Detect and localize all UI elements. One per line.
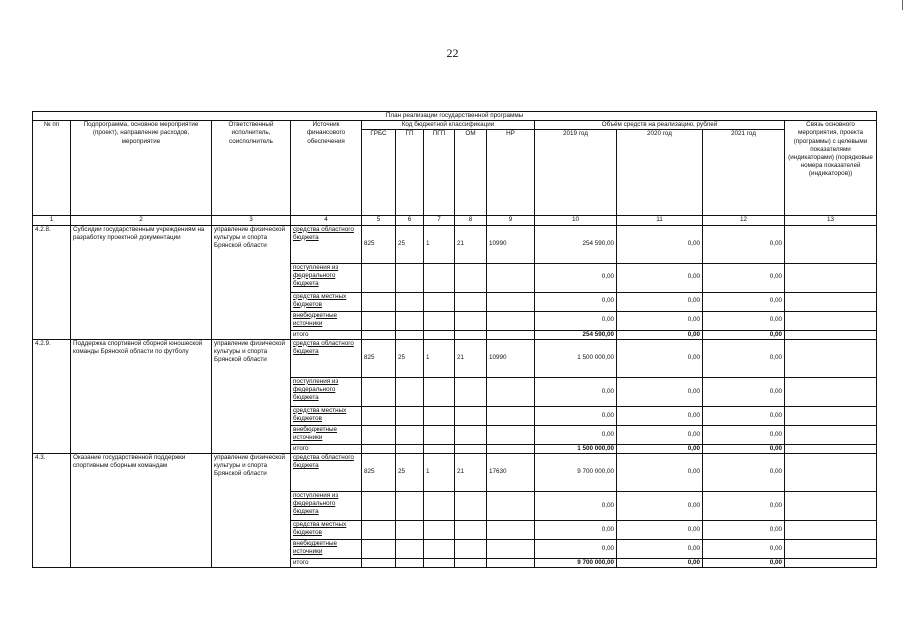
column-number: 1 <box>33 216 71 225</box>
code-empty <box>396 406 424 425</box>
code-empty <box>362 444 396 453</box>
page-number: 22 <box>446 46 459 60</box>
indicator-link <box>785 292 877 311</box>
indicator-link <box>785 377 877 406</box>
value-2019: 1 500 000,00 <box>535 339 617 377</box>
value-2021: 0,00 <box>703 377 785 406</box>
column-number: 2 <box>71 216 212 225</box>
funding-source: внебюджетные источники <box>291 539 362 558</box>
code-empty <box>455 263 487 292</box>
value-2021: 0,00 <box>703 453 785 491</box>
value-2021: 0,00 <box>703 425 785 444</box>
code-empty <box>455 444 487 453</box>
value-2021: 0,00 <box>703 406 785 425</box>
header-2020: 2020 год <box>617 130 703 216</box>
column-number-row <box>33 216 877 225</box>
program-plan-table <box>32 111 877 568</box>
value-2020: 0,00 <box>617 491 703 520</box>
code-empty <box>487 491 535 520</box>
header-2019: 2019 год <box>535 130 617 216</box>
value-2020: 0,00 <box>617 444 703 453</box>
value-2020: 0,00 <box>617 539 703 558</box>
code-empty <box>424 311 455 330</box>
code-empty <box>396 330 424 339</box>
column-number: 4 <box>291 216 362 225</box>
column-number: 7 <box>424 216 455 225</box>
executor: управление физической культуры и спорта Брянской области <box>212 339 291 453</box>
code-nr: 10990 <box>487 339 535 377</box>
code-empty <box>487 377 535 406</box>
code-empty <box>424 539 455 558</box>
code-empty <box>362 406 396 425</box>
column-number: 13 <box>785 216 877 225</box>
value-2020: 0,00 <box>617 377 703 406</box>
row-number: 4.3. <box>33 453 71 567</box>
value-2019: 254 590,00 <box>535 330 617 339</box>
column-number: 8 <box>455 216 487 225</box>
code-empty <box>424 444 455 453</box>
code-empty <box>362 539 396 558</box>
funding-source: итого <box>291 444 362 453</box>
executor: управление физической культуры и спорта Брянской области <box>212 225 291 339</box>
indicator-link <box>785 539 877 558</box>
code-empty <box>487 444 535 453</box>
indicator-link <box>785 491 877 520</box>
value-2021: 0,00 <box>703 491 785 520</box>
code-empty <box>487 263 535 292</box>
code-empty <box>487 330 535 339</box>
value-2021: 0,00 <box>703 225 785 263</box>
code-empty <box>362 377 396 406</box>
value-2020: 0,00 <box>617 406 703 425</box>
code-empty <box>396 520 424 539</box>
value-2019: 9 700 000,00 <box>535 453 617 491</box>
table-title: План реализации государственной программы <box>33 112 877 121</box>
code-empty <box>396 425 424 444</box>
indicator-link <box>785 444 877 453</box>
activity-name: Субсидии государственным учреждениям на разработку проектной документации <box>71 225 212 339</box>
value-2019: 0,00 <box>535 425 617 444</box>
funding-source: средства местных бюджетов <box>291 292 362 311</box>
column-number: 11 <box>617 216 703 225</box>
code-empty <box>455 406 487 425</box>
value-2019: 0,00 <box>535 491 617 520</box>
header-row-1 <box>33 121 877 130</box>
indicator-link <box>785 339 877 377</box>
funding-source: средства областного бюджета <box>291 339 362 377</box>
code-empty <box>424 377 455 406</box>
code-empty <box>455 330 487 339</box>
value-2021: 0,00 <box>703 263 785 292</box>
value-2021: 0,00 <box>703 558 785 567</box>
table-row <box>33 225 877 263</box>
code-empty <box>424 491 455 520</box>
value-2020: 0,00 <box>617 520 703 539</box>
code-gp: 25 <box>396 339 424 377</box>
column-number: 9 <box>487 216 535 225</box>
code-empty <box>455 539 487 558</box>
column-number: 10 <box>535 216 617 225</box>
value-2020: 0,00 <box>617 339 703 377</box>
code-empty <box>362 520 396 539</box>
column-number: 3 <box>212 216 291 225</box>
code-empty <box>362 558 396 567</box>
code-empty <box>396 263 424 292</box>
code-empty <box>424 406 455 425</box>
code-empty <box>455 491 487 520</box>
header-om: ОМ <box>455 130 487 216</box>
code-empty <box>487 558 535 567</box>
code-empty <box>424 520 455 539</box>
code-empty <box>487 539 535 558</box>
code-empty <box>424 330 455 339</box>
row-number: 4.2.8. <box>33 225 71 339</box>
indicator-link <box>785 453 877 491</box>
code-gp: 25 <box>396 225 424 263</box>
code-grbs: 825 <box>362 339 396 377</box>
code-empty <box>396 377 424 406</box>
code-empty <box>424 558 455 567</box>
column-number: 6 <box>396 216 424 225</box>
code-empty <box>455 377 487 406</box>
code-empty <box>396 558 424 567</box>
value-2019: 0,00 <box>535 311 617 330</box>
code-empty <box>362 311 396 330</box>
code-empty <box>487 311 535 330</box>
scan-edge-mark <box>902 0 903 10</box>
code-om: 21 <box>455 453 487 491</box>
value-2021: 0,00 <box>703 444 785 453</box>
indicator-link <box>785 225 877 263</box>
header-link: Связь основного мероприятия, проекта (программы) с целевыми показателями (индикаторами) (порядковые номера показателей (индикаторов)) <box>785 121 877 216</box>
funding-source: внебюджетные источники <box>291 425 362 444</box>
value-2020: 0,00 <box>617 453 703 491</box>
table-row <box>33 339 877 377</box>
code-pgp: 1 <box>424 225 455 263</box>
code-empty <box>487 406 535 425</box>
value-2020: 0,00 <box>617 558 703 567</box>
funding-source: поступления из федерального бюджета <box>291 491 362 520</box>
code-empty <box>362 491 396 520</box>
code-empty <box>396 292 424 311</box>
code-empty <box>487 292 535 311</box>
value-2019: 254 590,00 <box>535 225 617 263</box>
value-2020: 0,00 <box>617 263 703 292</box>
header-2021: 2021 год <box>703 130 785 216</box>
value-2019: 0,00 <box>535 539 617 558</box>
value-2020: 0,00 <box>617 225 703 263</box>
value-2020: 0,00 <box>617 292 703 311</box>
code-empty <box>362 263 396 292</box>
value-2020: 0,00 <box>617 425 703 444</box>
funding-source: средства местных бюджетов <box>291 406 362 425</box>
header-nr: НР <box>487 130 535 216</box>
value-2019: 0,00 <box>535 292 617 311</box>
value-2019: 0,00 <box>535 377 617 406</box>
funding-source: итого <box>291 330 362 339</box>
funding-source: внебюджетные источники <box>291 311 362 330</box>
value-2019: 0,00 <box>535 406 617 425</box>
code-empty <box>455 292 487 311</box>
indicator-link <box>785 558 877 567</box>
row-number: 4.2.9. <box>33 339 71 453</box>
header-volume-group: Объём средств на реализацию, рублей <box>535 121 785 130</box>
value-2021: 0,00 <box>703 539 785 558</box>
code-empty <box>396 539 424 558</box>
header-num: № пп <box>33 121 71 216</box>
value-2019: 0,00 <box>535 263 617 292</box>
code-empty <box>424 425 455 444</box>
code-pgp: 1 <box>424 453 455 491</box>
header-executor: Ответственный исполнитель, соисполнитель <box>212 121 291 216</box>
funding-source: поступления из федерального бюджета <box>291 263 362 292</box>
value-2021: 0,00 <box>703 339 785 377</box>
code-pgp: 1 <box>424 339 455 377</box>
code-grbs: 825 <box>362 225 396 263</box>
code-empty <box>424 292 455 311</box>
indicator-link <box>785 263 877 292</box>
table-row <box>33 453 877 491</box>
column-number: 12 <box>703 216 785 225</box>
value-2021: 0,00 <box>703 520 785 539</box>
value-2019: 9 700 000,00 <box>535 558 617 567</box>
header-pgp: ПГП <box>424 130 455 216</box>
funding-source: средства местных бюджетов <box>291 520 362 539</box>
code-om: 21 <box>455 339 487 377</box>
value-2021: 0,00 <box>703 330 785 339</box>
header-name: Подпрограмма, основное мероприятие (проект), направление расходов, мероприятие <box>71 121 212 216</box>
header-code-group: Код бюджетной классификации <box>362 121 535 130</box>
code-empty <box>424 263 455 292</box>
code-empty <box>487 520 535 539</box>
code-empty <box>396 311 424 330</box>
header-source: Источник финансового обеспечения <box>291 121 362 216</box>
funding-source: итого <box>291 558 362 567</box>
indicator-link <box>785 520 877 539</box>
code-grbs: 825 <box>362 453 396 491</box>
code-empty <box>396 491 424 520</box>
value-2020: 0,00 <box>617 330 703 339</box>
code-empty <box>396 444 424 453</box>
code-nr: 10990 <box>487 225 535 263</box>
code-nr: 17630 <box>487 453 535 491</box>
code-empty <box>362 292 396 311</box>
value-2020: 0,00 <box>617 311 703 330</box>
value-2019: 0,00 <box>535 520 617 539</box>
activity-name: Поддержка спортивной сборной юношеской команды Брянской области по футболу <box>71 339 212 453</box>
indicator-link <box>785 425 877 444</box>
code-empty <box>455 520 487 539</box>
code-gp: 25 <box>396 453 424 491</box>
value-2021: 0,00 <box>703 311 785 330</box>
indicator-link <box>785 330 877 339</box>
code-empty <box>455 558 487 567</box>
value-2019: 1 500 000,00 <box>535 444 617 453</box>
indicator-link <box>785 406 877 425</box>
activity-name: Оказание государственной поддержки спортивным сборным командам <box>71 453 212 567</box>
header-grbs: ГРБС <box>362 130 396 216</box>
code-empty <box>455 311 487 330</box>
funding-source: средства областного бюджета <box>291 225 362 263</box>
code-empty <box>487 425 535 444</box>
table-body <box>33 112 877 568</box>
indicator-link <box>785 311 877 330</box>
table-title-row <box>33 112 877 121</box>
funding-source: поступления из федерального бюджета <box>291 377 362 406</box>
code-om: 21 <box>455 225 487 263</box>
executor: управление физической культуры и спорта Брянской области <box>212 453 291 567</box>
code-empty <box>455 425 487 444</box>
header-gp: ГП <box>396 130 424 216</box>
code-empty <box>362 330 396 339</box>
column-number: 5 <box>362 216 396 225</box>
funding-source: средства областного бюджета <box>291 453 362 491</box>
value-2021: 0,00 <box>703 292 785 311</box>
code-empty <box>362 425 396 444</box>
